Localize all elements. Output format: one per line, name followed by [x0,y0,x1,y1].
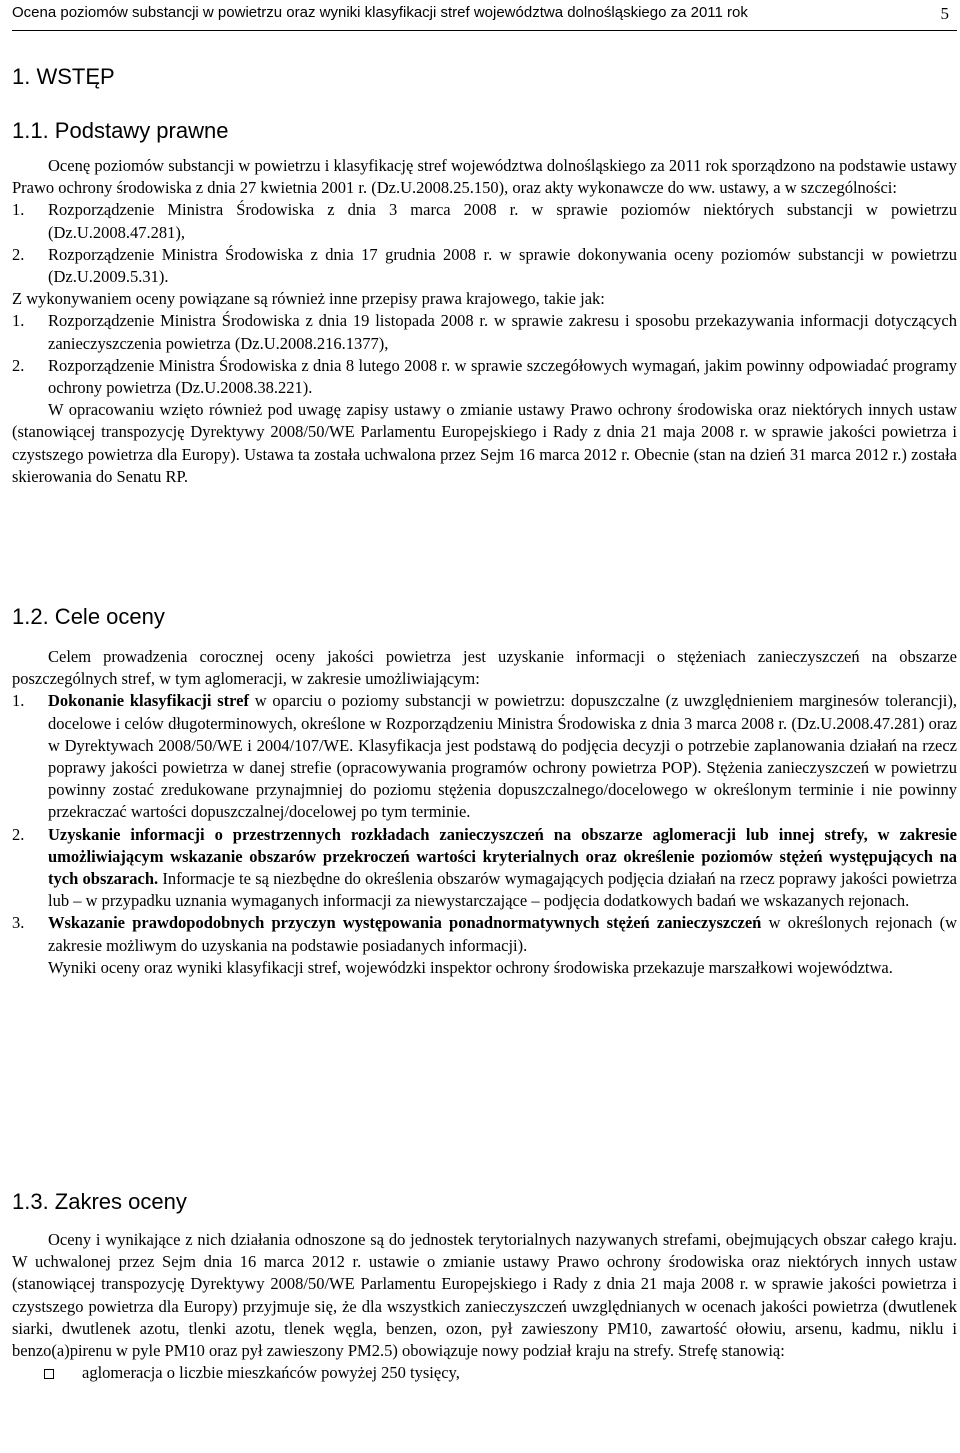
list-item [12,199,957,243]
list-number: 1. [12,691,25,711]
list-text: Informacje te są niezbędne do określenia obszarów wymagających podjęcia działań na rzecz poprawy jakości powietrza lub – w przypadku uznania wymaganych informacji za niewystarczające – podjęcia dodatkowych badań we wskazanych rejonach. [48,869,957,911]
list-number: 2. [12,244,25,264]
list-item [12,244,957,288]
list-text: Rozporządzenie Ministra Środowiska z dnia 8 lutego 2008 r. w sprawie szczegółowych wymagań, jakim powinny odpowiadać programy ochrony powietrza (Dz.U.2008.38.221). [48,355,957,398]
goals-list [12,690,957,956]
page-number: 5 [940,4,949,23]
section-1-2-body [12,646,957,979]
list-item [12,824,957,913]
regulations-list [12,199,957,288]
paragraph-intro: Celem prowadzenia corocznej oceny jakości powietrza jest uzyskanie informacji o stężeniach zanieczyszczeń na obszarze poszczególnych stref, w tym aglomeracji, w zakresie umożliwiającym: [12,647,957,689]
section-title-1-3: 1.3. Zakres oceny [12,1189,187,1214]
list-item [12,690,957,823]
list-number: 1. [12,200,25,220]
list-bold-text: Dokonanie klasyfikacji stref [48,691,249,711]
section-title-1-2: 1.2. Cele oceny [12,604,165,629]
section-title-1-1: 1.1. Podstawy prawne [12,118,229,143]
list-number: 2. [12,355,25,375]
checkbox-bullet-icon [44,1369,54,1379]
list-item [12,912,957,956]
paragraph-related: Z wykonywaniem oceny powiązane są również inne przepisy prawa krajowego, takie jak: [12,289,605,309]
paragraph-intro: Ocenę poziomów substancji w powietrzu i klasyfikację stref województwa dolnośląskiego za 2011 rok sporządzono na podstawie ustawy Prawo ochrony środowiska z dnia 27 kwietnia 2001 r. (Dz.U.2008.25.150), oraz akty wykonawcze do ww. ustawy, a w szczególności: [12,156,957,198]
bullet-text: aglomeracja o liczbie mieszkańców powyżej 250 tysięcy, [82,1363,460,1383]
paragraph-closing: W opracowaniu wzięto również pod uwagę zapisy ustawy o zmianie ustawy Prawo ochrony środowiska oraz niektórych innych ustaw (stanowiącej transpozycję Dyrektywy 2008/50/WE Parlamentu Europejskiego i Rady z dnia 21 maja 2008 r. w sprawie jakości powietrza i czystszego powietrza dla Europy). Ustawa ta została uchwalona przez Sejm 16 marca 2012 r. Obecnie (stan na dzień 31 marca 2012 r.) została skierowania do Senatu RP. [12,400,957,486]
section-1-3-body [12,1229,957,1384]
list-text: w oparciu o poziomy substancji w powietrzu: dopuszczalne (z uwzględnieniem marginesów tolerancji), docelowe i celów długoterminowych, określone w Rozporządzeniu Ministra Środowiska z dnia 3 marca 2008 r. (Dz.U.2008.47.281) oraz w Dyrektywach 2008/50/WE i 2004/107/WE. Klasyfikacja jest podstawą do podjęcia decyzji o potrzebie zaplanowania działań na rzecz poprawy jakości powietrza w danej strefie (opracowywania programów ochrony powietrza POP). Stężenia zanieczyszczeń w powietrzu powinny zostać zredukowane przynajmniej do poziomu stężenia dopuszczalnego/docelowego w określonym terminie i nie powinny przekraczać wartości dopuszczalnej/docelowej po tym terminie. [48,691,958,822]
list-number: 1. [12,311,25,331]
list-item [12,310,957,354]
header-title: Ocena poziomów substancji w powietrzu oraz wyniki klasyfikacji stref województwa dolnośląskiego za 2011 rok [12,4,748,21]
bullet-item [12,1362,957,1384]
list-bold-text: Uzyskanie informacji o przestrzennych rozkładach zanieczyszczeń na obszarze aglomeracji lub innej strefy, w zakresie umożliwiającym wskazanie obszarów przekroczeń wartości kryterialnych oraz określenie poziomów stężeń występujących na tych obszarach. [48,824,957,889]
list-number: 2. [12,824,25,844]
page-header [12,4,957,31]
related-regulations-list [12,310,957,399]
chapter-title: 1. WSTĘP [12,64,115,89]
list-number: 3. [12,913,25,933]
list-item [12,355,957,399]
list-text: Rozporządzenie Ministra Środowiska z dnia 17 grudnia 2008 r. w sprawie dokonywania oceny poziomów substancji w powietrzu (Dz.U.2009.5.31). [48,244,957,287]
list-bold-text: Wskazanie prawdopodobnych przyczyn występowania ponadnormatywnych stężeń zanieczyszczeń [48,913,762,933]
list-text: w określonych rejonach (w zakresie możliwym do uzyskania na podstawie posiadanych informacji). [48,913,957,955]
list-text: Rozporządzenie Ministra Środowiska z dnia 3 marca 2008 r. w sprawie poziomów niektórych substancji w powietrzu (Dz.U.2008.47.281), [48,200,957,242]
list-text: Rozporządzenie Ministra Środowiska z dnia 19 listopada 2008 r. w sprawie zakresu i sposobu przekazywania informacji dotyczących zanieczyszczenia powietrza (Dz.U.2008.216.1377), [48,311,957,353]
section-1-1-body [12,155,957,488]
paragraph-scope: Oceny i wynikające z nich działania odnoszone są do jednostek terytorialnych nazywanych strefami, obejmujących obszar całego kraju. W uchwalonej przez Sejm dnia 16 marca 2012 r. ustawie o zmianie ustawy Prawo ochrony środowiska oraz niektórych innych ustaw (stanowiącej transpozycję Dyrektywy 2008/50/WE Parlamentu Europejskiego i Rady z dnia 21 maja 2008 r. w sprawie jakości powietrza i czystszego powietrza dla Europy) przyjmuje się, że dla wszystkich zanieczyszczeń uwzględnianych w ocenach jakości powietrza (dwutlenek siarki, dwutlenek azotu, tlenki azotu, tlenek węgla, benzen, ozon, pył zawieszony PM10, zawartość ołowiu, arsenu, kadmu, niklu i benzo(a)pirenu w pyle PM10 oraz pył zawieszony PM2.5) obowiązuje nowy podział kraju na strefy. Strefę stanowią: [12,1230,957,1361]
paragraph-closing: Wyniki oceny oraz wyniki klasyfikacji stref, wojewódzki inspektor ochrony środowiska przekazuje marszałkowi województwa. [48,957,893,977]
